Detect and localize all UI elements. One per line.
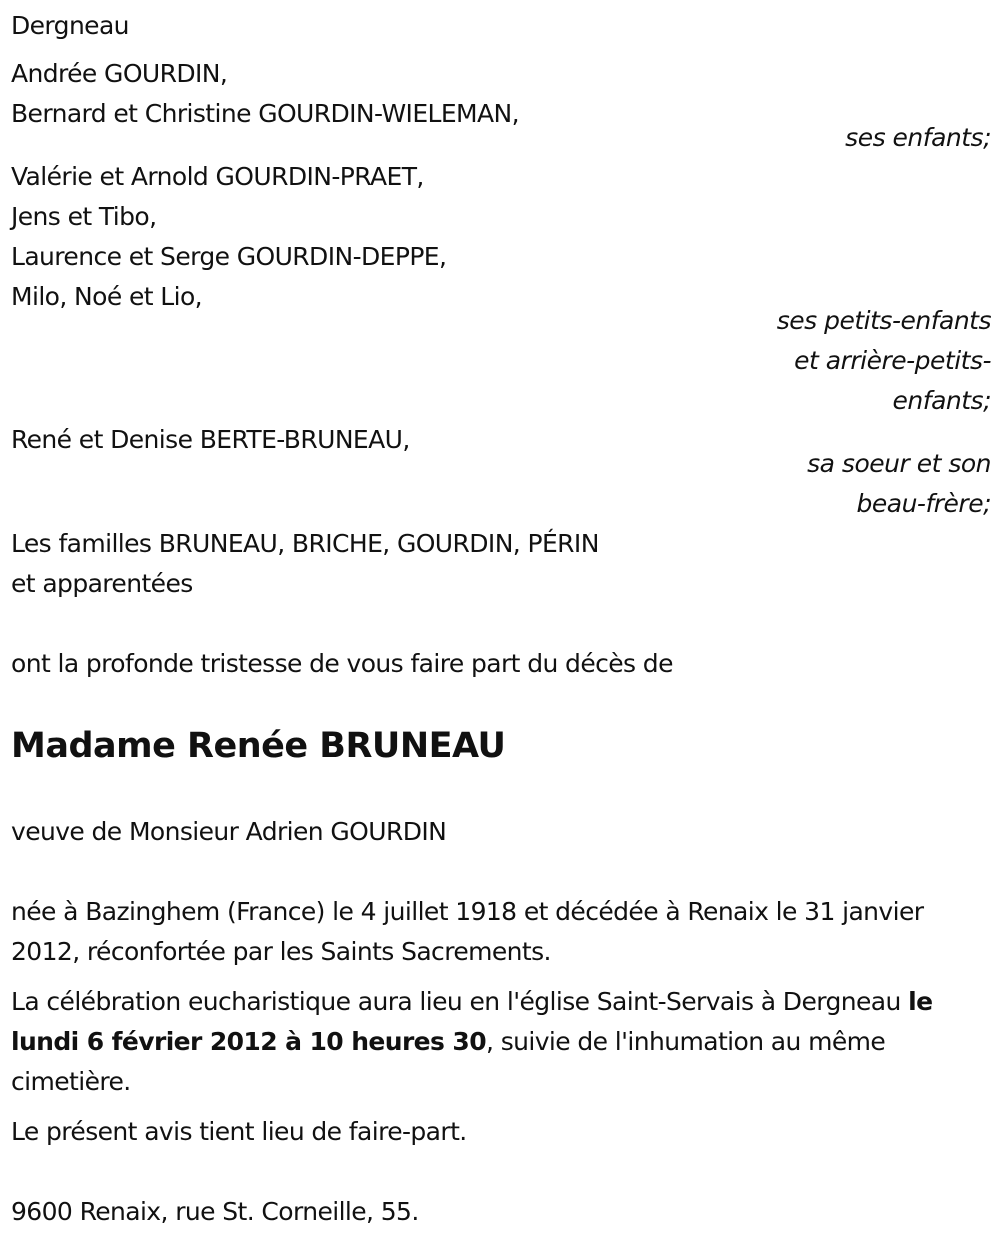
sibling-name: René et Denise BERTE-BRUNEAU, (11, 425, 410, 454)
grandchild-name: Jens et Tibo, (11, 202, 157, 231)
ceremony-date-time: le lundi 6 février 2012 à 10 heures 30 (11, 987, 933, 1056)
relation-label-grandchildren: enfants; (892, 386, 991, 415)
relation-label-grandchildren: ses petits-enfants (776, 306, 991, 335)
widow-of-text: veuve de Monsieur Adrien GOURDIN (11, 817, 447, 846)
place-heading: Dergneau (11, 11, 129, 40)
notice-statement: Le présent avis tient lieu de faire-part. (11, 1117, 467, 1146)
families-line: et apparentées (11, 569, 193, 598)
ceremony-text-before: La célébration eucharistique aura lieu en l'église Saint-Servais à Dergneau (11, 987, 909, 1016)
announcement-text: ont la profonde tristesse de vous faire part du décès de (11, 649, 673, 678)
relation-label-siblings: sa soeur et son (807, 449, 991, 478)
ceremony-text (11, 982, 971, 1102)
relation-label-grandchildren: et arrière-petits- (794, 346, 991, 375)
grandchild-name: Laurence et Serge GOURDIN-DEPPE, (11, 242, 447, 271)
families-line: Les familles BRUNEAU, BRICHE, GOURDIN, PÉRIN (11, 529, 599, 558)
deceased-name: Madame Renée BRUNEAU (11, 726, 506, 766)
child-name: Andrée GOURDIN, (11, 59, 228, 88)
ceremony-text-after: , suivie de l'inhumation au même cimetière. (11, 1027, 886, 1096)
birth-death-text: née à Bazinghem (France) le 4 juillet 1918 et décédée à Renaix le 31 janvier 2012, réconfortée par les Saints Sacrements. (11, 897, 924, 966)
grandchild-name: Valérie et Arnold GOURDIN-PRAET, (11, 162, 424, 191)
address-text: 9600 Renaix, rue St. Corneille, 55. (11, 1197, 419, 1226)
grandchild-name: Milo, Noé et Lio, (11, 282, 203, 311)
relation-label-siblings: beau-frère; (856, 489, 991, 518)
child-name: Bernard et Christine GOURDIN-WIELEMAN, (11, 99, 519, 128)
relation-label-children: ses enfants; (845, 123, 991, 152)
